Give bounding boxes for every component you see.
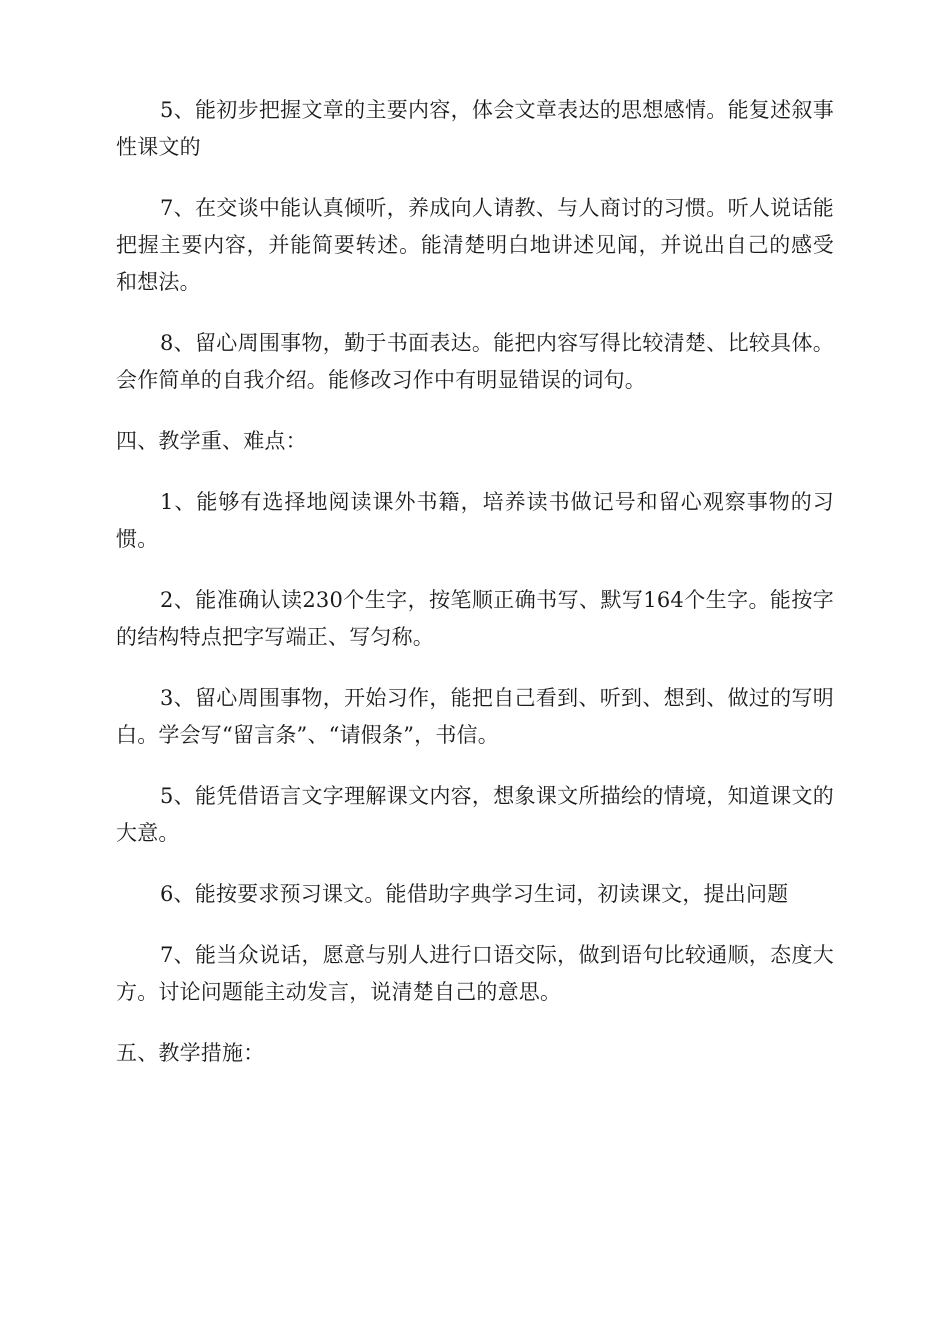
section-heading-key-points: 四、教学重、难点： xyxy=(116,429,307,453)
paragraph-key-5-comprehension: 5、能凭借语言文字理解课文内容，想象课文所描绘的情境，知道课文的大意。 xyxy=(116,784,834,845)
paragraph-item-5-retell: 5、能初步把握文章的主要内容，体会文章表达的思想感情。能复述叙事性课文的 xyxy=(116,98,834,159)
section-heading-measures: 五、教学措施： xyxy=(116,1041,265,1065)
paragraph-key-2-characters: 2、能准确认读230个生字，按笔顺正确书写、默写164个生字。能按字的结构特点把字写端正、写匀称。 xyxy=(116,588,834,649)
paragraph-key-3-composition: 3、留心周围事物，开始习作，能把自己看到、听到、想到、做过的写明白。学会写“留言条”、“请假条”，书信。 xyxy=(116,686,834,747)
paragraph-item-7-listening: 7、在交谈中能认真倾听，养成向人请教、与人商讨的习惯。听人说话能把握主要内容，并能简要转述。能清楚明白地讲述见闻，并说出自己的感受和想法。 xyxy=(116,196,834,294)
document-body xyxy=(116,92,834,1096)
paragraph-item-8-writing: 8、留心周围事物，勤于书面表达。能把内容写得比较清楚、比较具体。会作简单的自我介绍。能修改习作中有明显错误的词句。 xyxy=(116,331,834,392)
paragraph-key-1-reading: 1、能够有选择地阅读课外书籍，培养读书做记号和留心观察事物的习惯。 xyxy=(116,490,834,551)
paragraph-key-6-preview: 6、能按要求预习课文。能借助字典学习生词，初读课文，提出问题 xyxy=(160,882,789,906)
paragraph-key-7-speaking: 7、能当众说话，愿意与别人进行口语交际，做到语句比较通顺，态度大方。讨论问题能主动发言，说清楚自己的意思。 xyxy=(116,943,834,1004)
